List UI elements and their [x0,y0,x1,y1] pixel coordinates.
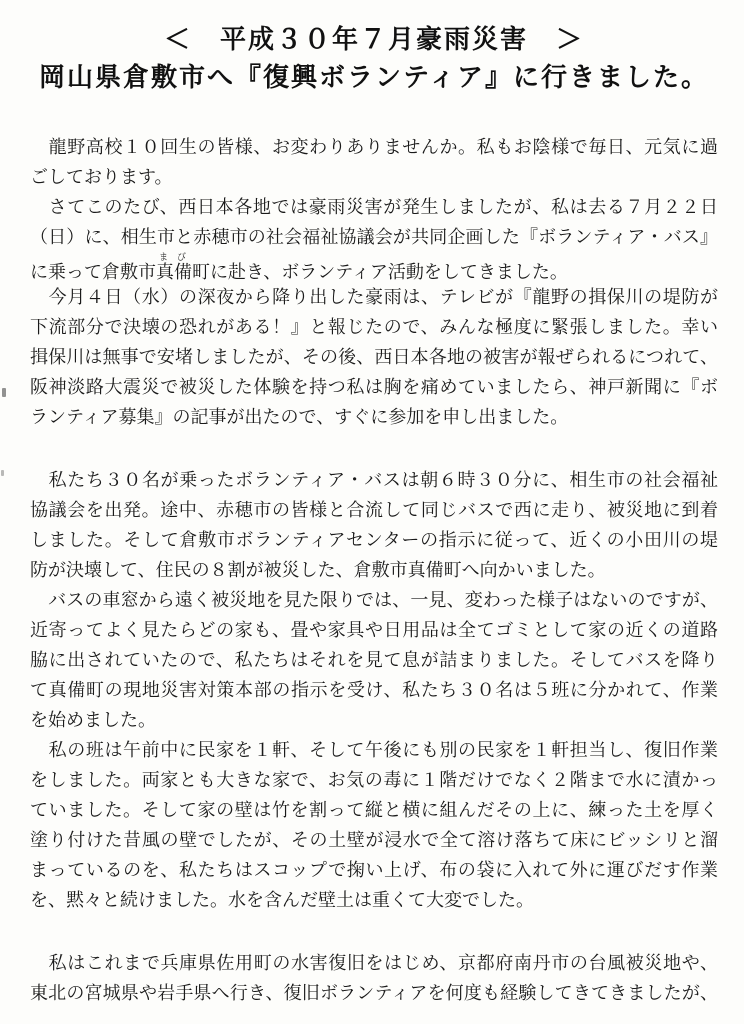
body-line-3: さてこのたび、西日本各地では豪雨災害が発生しましたが、私は去る７月２２日 [30,197,718,217]
body-line-18: て真備町の現地災害対策本部の指示を受け、私たち３０名は５班に分かれて、作業 [30,680,718,700]
body-line-2: ごしております。 [30,167,173,187]
body-line-16: 近寄ってよく見たらどの家も、畳や家具や日用品は全てゴミとして家の近くの道路 [30,620,718,640]
body-line-17: 脇に出されていたので、私たちはそれを見て息が詰まりました。そしてバスを降り [30,650,718,670]
body-line-10: ランティア募集』の記事が出たので、すぐに参加を申し出ました。 [30,407,569,427]
ruby-mabi [156,252,192,282]
body-line-6: 今月４日（水）の深夜から降り出した豪雨は、テレビが『龍野の揖保川の堤防が [30,287,718,307]
body-line-22: ていました。そして家の壁は竹を割って縦と横に組んだその上に、練った土を厚く [30,800,718,820]
body-line-19: を始めました。 [30,710,156,730]
body-line-8: 揖保川は無事で安堵しましたが、その後、西日本各地の被害が報ぜられるにつれて、 [30,347,718,367]
body-line-23: 塗り付けた昔風の壁でしたが、その土壁が浸水で全て溶け落ちて床にビッシリと溜 [30,830,718,850]
scan-artifact [2,388,6,397]
body-line-25: を、黙々と続けました。水を含んだ壁土は重くて大変でした。 [30,890,534,910]
body-line-21: をしました。両家とも大きな家で、お気の毒に１階だけでなく２階まで水に漬かっ [30,770,718,790]
body-line-1: 龍野高校１０回生の皆様、お変わりありませんか。私もお陰様で毎日、元気に過 [30,137,718,157]
scan-artifact [1,470,4,476]
ruby-post-text: 町に赴き、ボランティア活動をしてきました。 [192,262,568,282]
document-body [30,132,718,1008]
body-line-4: （日）に、相生市と赤穂市の社会福祉協議会が共同企画した『ボランティア・バス』 [30,227,718,247]
body-line-27: 東北の宮城県や岩手県へ行き、復旧ボランティアを何度も経験してきてきましたが、 [30,983,718,1003]
document-title-line-1: ＜ 平成３０年７月豪雨災害 ＞ [163,24,584,54]
ruby-base-text: 真備 [156,262,192,282]
body-line-11: 私たち３０名が乗ったボランティア・バスは朝６時３０分に、相生市の社会福祉 [30,470,718,490]
body-line-14: 防が決壊して、住民の８割が被災した、倉敷市真備町へ向かいました。 [30,560,606,580]
body-line-9: 阪神淡路大震災で被災した体験を持つ私は胸を痛めていましたら、神戸新聞に『ボ [30,377,718,397]
ruby-pre-text: に乗って倉敷市 [30,262,156,282]
body-line-26: 私はこれまで兵庫県佐用町の水害復旧をはじめ、京都府南丹市の台風被災地や、 [30,953,718,973]
body-line-13: しました。そして倉敷市ボランティアセンターの指示に従って、近くの小田川の堤 [30,530,718,550]
body-line-12: 協議会を出発。途中、赤穂市の皆様と合流して同じバスで西に走り、被災地に到着 [30,500,718,520]
body-line-24: まっているのを、私たちはスコップで掬い上げ、布の袋に入れて外に運びだす作業 [30,860,718,880]
body-line-7: 下流部分で決壊の恐れがある！』と報じたので、みんな極度に緊張しました。幸い [30,317,718,337]
body-line-15: バスの車窓から遠く被災地を見た限りでは、一見、変わった様子はないのですが、 [30,590,718,610]
body-line-20: 私の班は午前中に民家を１軒、そして午後にも別の民家を１軒担当し、復旧作業 [30,740,718,760]
document-title-line-2: 岡山県倉敷市へ『復興ボランティア』に行きました。 [39,62,709,92]
body-line-5 [30,252,718,282]
ruby-reading-text: まび [156,252,192,262]
